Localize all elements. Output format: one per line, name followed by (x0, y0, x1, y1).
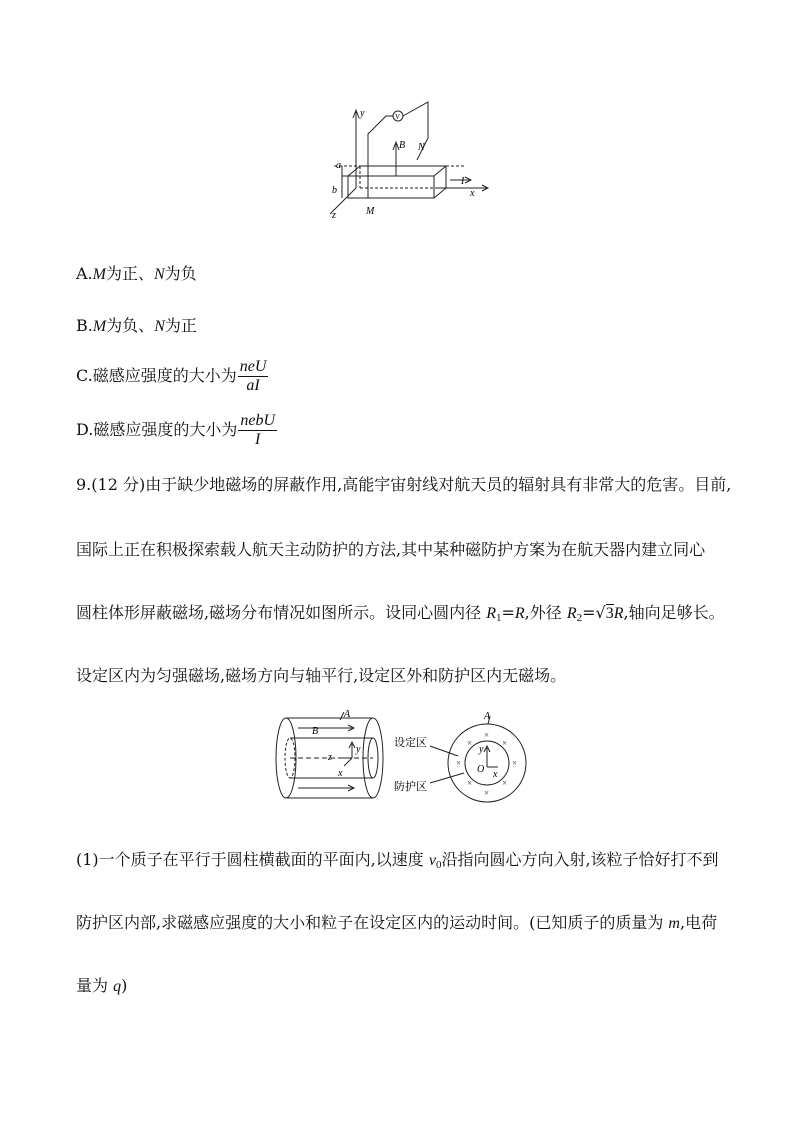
fig1-z-label: z (332, 210, 336, 221)
field-cross: × (484, 730, 490, 740)
option-c-fraction: $\frac{\text{neU}}{aI}$ (239, 358, 267, 394)
part1-line1: (1)一个质子在平行于圆柱横截面的平面内,以速度 $v_0$沿指向圆心方向入射,该粒子恰好打不到 (76, 850, 719, 871)
field-cross: × (502, 738, 508, 748)
field-cross: × (467, 778, 473, 788)
shield-field-figure (268, 708, 538, 808)
option-d: D.磁感应强度的大小为 $\frac{\text{nebU}}{I}$ (76, 412, 276, 448)
field-cross: × (484, 788, 490, 798)
part1-line3: 量为 q) (76, 976, 128, 995)
field-cross: × (502, 778, 508, 788)
fig1-m-label: M (366, 206, 375, 217)
field-cross: × (456, 758, 462, 768)
fig1-y-label: y (360, 108, 365, 119)
field-cross: × (467, 738, 473, 748)
option-b: B.M为负、N为正 (76, 316, 197, 335)
fig1-x-label: x (470, 188, 475, 199)
fig2-b-label: B (312, 726, 319, 737)
option-d-fraction: $\frac{\text{nebU}}{I}$ (240, 412, 276, 448)
fig1-n-label: N (418, 142, 425, 153)
q9-line2: 国际上正在积极探索载人航天主动防护的方法,其中某种磁防护方案为在航天器内建立同心 (76, 540, 706, 559)
field-cross: × (512, 758, 518, 768)
fig1-i-label: I (461, 176, 465, 187)
fig1-b-dim-label: b (332, 185, 337, 196)
fig1-voltmeter-label: V (395, 113, 401, 121)
q9-line1: 9.(12 分)由于缺少地磁场的屏蔽作用,高能宇宙射线对航天员的辐射具有非常大的危害。目前, (76, 475, 732, 494)
fig2-z-label: z (328, 752, 332, 763)
zone-set-label: 设定区 (394, 737, 427, 749)
fig2-origin-label: O (477, 764, 485, 775)
fig1-a-label: a (336, 160, 341, 171)
fig2-y2-label: y (479, 744, 484, 755)
part1-line2: 防护区内部,求磁感应强度的大小和粒子在设定区内的运动时间。(已知质子的质量为 m,电荷 (76, 913, 718, 932)
zone-protect-label: 防护区 (394, 781, 427, 793)
fig2-a2-label: A (484, 711, 491, 722)
hall-effect-figure (320, 98, 500, 223)
fig2-x2-label: x (493, 769, 498, 780)
fig2-x-label: x (338, 768, 343, 779)
q9-line4: 设定区内为匀强磁场,磁场方向与轴平行,设定区外和防护区内无磁场。 (76, 666, 567, 685)
q9-line3: 圆柱体形屏蔽磁场,磁场分布情况如图所示。设同心圆内径 $R_1=R$,外径 $R_2=√3R$,轴向足够长。 (76, 603, 725, 624)
sqrt-sign: √ (595, 603, 606, 622)
fig2-y-label: y (356, 744, 361, 755)
fig2-a-label: A (344, 709, 351, 720)
option-a: A.M为正、N为负 (76, 264, 197, 283)
option-c: C.磁感应强度的大小为 $\frac{\text{neU}}{aI}$ (76, 358, 267, 394)
fig1-b-label: B (399, 140, 406, 151)
